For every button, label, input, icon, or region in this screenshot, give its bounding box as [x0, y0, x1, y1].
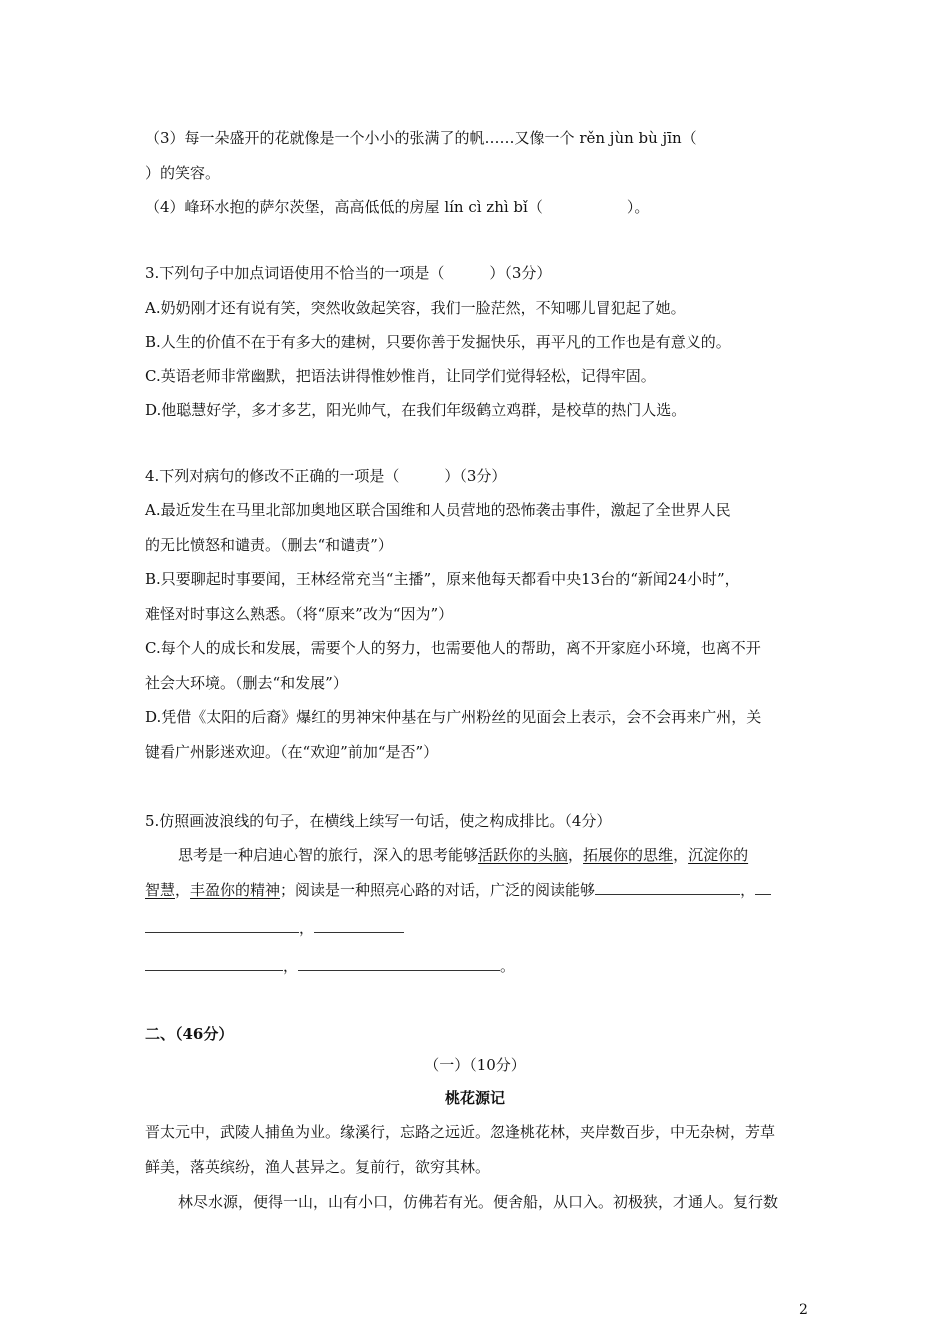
q4-line: 的无比愤怒和谴责。（删去“和谴责”）: [145, 536, 393, 554]
q5-blank-line2: ， 。: [145, 956, 515, 976]
q3-option-d: D.他聪慧好学，多才多艺，阳光帅气，在我们年级鹤立鸡群，是校草的热门人选。: [145, 401, 687, 419]
answer-blank[interactable]: [755, 880, 771, 895]
q3-option-a: A.奶奶刚才还有说有笑，突然收敛起笑容，我们一脸茫然，不知哪儿冒犯起了她。: [145, 299, 686, 317]
q4-line: D.凭借《太阳的后裔》爆红的男神宋仲基在与广州粉丝的见面会上表示，会不会再来广州，关: [145, 708, 762, 726]
q4-line: A.最近发生在马里北部加奥地区联合国维和人员营地的恐怖袭击事件，激起了全世界人民: [145, 501, 731, 519]
passage-line: 林尽水源，便得一山，山有小口，仿佛若有光。便舍船，从口入。初极狭，才通人。复行数: [178, 1193, 779, 1211]
answer-blank[interactable]: [595, 880, 740, 895]
answer-blank[interactable]: [145, 956, 283, 971]
wavy-underlined-phrase: 丰盈你的精神: [190, 881, 281, 899]
q2-item4: （4）峰环水抱的萨尔茨堡，高高低低的房屋 lín cì zhì bǐ（ ）。: [145, 198, 650, 216]
passage-line: 鲜美，落英缤纷，渔人甚异之。复前行，欲穷其林。: [145, 1158, 491, 1176]
q4-line: 社会大环境。（删去“和发展”）: [145, 674, 348, 692]
q3-stem: 3.下列句子中加点词语使用不恰当的一项是（ ）（3分）: [145, 264, 552, 282]
q5-blank-line1: ，: [145, 918, 404, 938]
wavy-underlined-phrase: 智慧: [145, 881, 176, 899]
wavy-underlined-phrase: 沉淀你的: [688, 846, 749, 864]
q4-line: 难怪对时事这么熟悉。（将“原来”改为“因为”）: [145, 605, 454, 623]
subsection-heading: （一）（10分）: [424, 1056, 526, 1074]
q5-paragraph-line2: 智慧，丰盈你的精神；阅读是一种照亮心路的对话，广泛的阅读能够 ，: [145, 880, 771, 900]
q4-line: C.每个人的成长和发展，需要个人的努力，也需要他人的帮助，离不开家庭小环境，也离不开: [145, 639, 761, 657]
q4-line: 键看广州影迷欢迎。（在“欢迎”前加“是否”）: [145, 743, 439, 761]
passage-title: 桃花源记: [444, 1089, 505, 1107]
passage-line: 晋太元中，武陵人捕鱼为业。缘溪行，忘路之远近。忽逢桃花林，夹岸数百步，中无杂树，芳草: [145, 1123, 776, 1141]
q5-paragraph-line1: 思考是一种启迪心智的旅行，深入的思考能够活跃你的头脑，拓展你的思维，沉淀你的: [178, 846, 749, 864]
q3-option-c: C.英语老师非常幽默，把语法讲得惟妙惟肖，让同学们觉得轻松，记得牢固。: [145, 367, 656, 385]
page-number: 2: [799, 1302, 808, 1318]
q5-stem: 5.仿照画波浪线的句子，在横线上续写一句话，使之构成排比。（4分）: [145, 812, 612, 830]
q2-item3-line1: （3）每一朵盛开的花就像是一个小小的张满了的帆……又像一个 rěn jùn bù jīn（: [145, 129, 697, 147]
q4-stem: 4.下列对病句的修改不正确的一项是（ ）（3分）: [145, 467, 507, 485]
q4-line: B.只要聊起时事要闻，王林经常充当“主播”，原来他每天都看中央13台的“新闻24小时”，: [145, 570, 740, 588]
wavy-underlined-phrase: 活跃你的头脑: [478, 846, 569, 864]
answer-blank[interactable]: [145, 918, 299, 933]
answer-blank[interactable]: [298, 956, 500, 971]
answer-blank[interactable]: [314, 918, 404, 933]
q2-item3-line2: ）的笑容。: [145, 164, 221, 182]
wavy-underlined-phrase: 拓展你的思维: [583, 846, 674, 864]
q3-option-b: B.人生的价值不在于有多大的建树，只要你善于发掘快乐，再平凡的工作也是有意义的。: [145, 333, 731, 351]
section-heading: 二、（46分）: [145, 1025, 234, 1043]
